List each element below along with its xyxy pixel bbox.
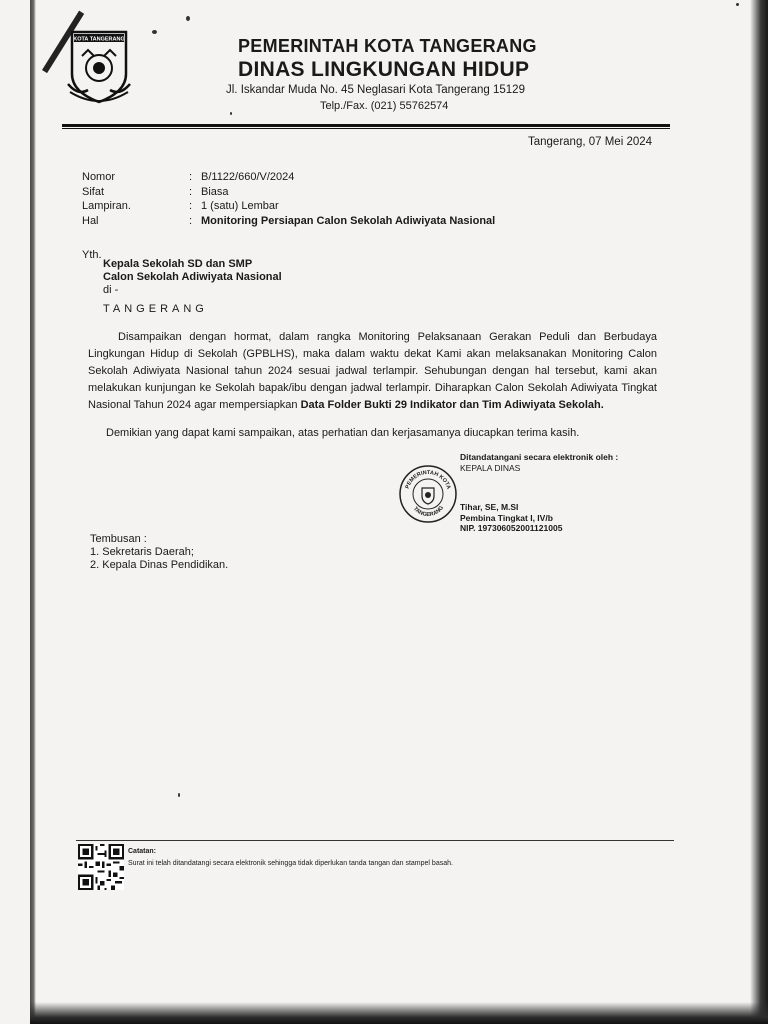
recipient-line: di -: [103, 284, 119, 296]
meta-key: Nomor: [82, 171, 116, 183]
header-rule-thin: [62, 128, 670, 129]
agency-phone: Telp./Fax. (021) 55762574: [320, 100, 449, 112]
scan-speck: [736, 3, 739, 6]
stamp-text-top: PEMERINTAH KOTA: [404, 469, 452, 491]
body-text-bold: Data Folder Bukti 29 Indikator dan Tim Adiwiyata Sekolah.: [300, 399, 604, 411]
header-rule-thick: [62, 124, 670, 127]
tembusan-block: [90, 533, 228, 572]
signer-nip: NIP. 197306052001121005: [460, 523, 563, 533]
logo-text: KOTA TANGERANG: [73, 36, 125, 43]
footer-note: [128, 846, 453, 870]
meta-row-lampiran: Lampiran. : 1 (satu) Lembar: [82, 200, 279, 212]
meta-key: Sifat: [82, 185, 105, 198]
footer-note-text: Surat ini telah ditandatangi secara elektronik sehingga tidak diperlukan tanda tangan dan stampel basah.: [128, 860, 453, 867]
scan-speck: [152, 30, 157, 34]
meta-value: 1 (satu) Lembar: [201, 200, 279, 212]
stamp-text-bottom: TANGERANG: [411, 504, 446, 519]
recipient-block: [103, 258, 282, 316]
footer-note-title: Catatan:: [128, 848, 157, 855]
body-paragraph: [88, 329, 657, 414]
city-logo-emblem: [66, 22, 132, 106]
government-name: PEMERINTAH KOTA TANGERANG: [238, 36, 537, 56]
meta-value: Monitoring Persiapan Calon Sekolah Adiwiyata Nasional: [201, 214, 496, 227]
official-stamp: [398, 464, 458, 524]
tembusan-item: 1. Sekretaris Daerah;: [90, 546, 194, 558]
scan-speck: [186, 16, 190, 21]
svg-text:TANGERANG: [412, 505, 445, 518]
agency-address: Jl. Iskandar Muda No. 45 Neglasari Kota Tangerang 15129: [226, 84, 525, 96]
tembusan-item: 2. Kepala Dinas Pendidikan.: [90, 559, 229, 571]
salutation: Yth.: [82, 249, 102, 261]
footer-rule: [76, 840, 674, 841]
recipient-city: TANGERANG: [103, 303, 208, 315]
scan-speck: [178, 793, 180, 797]
signer-rank: Pembina Tingkat I, IV/b: [460, 512, 553, 523]
meta-row-hal: Hal : Monitoring Persiapan Calon Sekolah Adiwiyata Nasional: [82, 214, 496, 227]
meta-value: B/1122/660/V/2024: [201, 171, 295, 183]
letterhead: [226, 36, 537, 112]
letter-date: Tangerang, 07 Mei 2024: [528, 136, 653, 148]
svg-text:PEMERINTAH KOTA: [405, 470, 452, 490]
signer-details: [460, 502, 562, 534]
e-sign-note: Ditandatangani secara elektronik oleh :: [460, 452, 619, 462]
signature-header: [460, 452, 618, 474]
agency-name: DINAS LINGKUNGAN HIDUP: [238, 58, 530, 81]
meta-key: Lampiran.: [82, 200, 131, 212]
qr-code: [78, 844, 124, 890]
tembusan-heading: Tembusan :: [90, 533, 147, 545]
meta-row-sifat: Sifat : Biasa: [82, 185, 229, 198]
body-text: Disampaikan dengan hormat, dalam rangka Monitoring Pelaksanaan Gerakan Peduli dan Berbudaya Lingkungan Hidup di Sekolah (GPBLHS), maka dalam waktu dekat Kami akan melaksanakan Monitoring Calon Sekolah Adiwiyata Nasional tahun 2024 sesuai jadwal terlampir. Sehubungan dengan hal tersebut, kami akan melakukan kunjungan ke Sekolah bapak/ibu dengan jadwal terlampir. Diharapkan Calon Sekolah Adiwiyata Tingkat Nasional Tahun 2024 agar mempersiapkan: [88, 331, 657, 411]
signer-name: Tihar, SE, M.SI: [460, 502, 519, 512]
meta-key: Hal: [82, 214, 99, 227]
recipient-line: Kepala Sekolah SD dan SMP: [103, 258, 253, 270]
scan-speck: [230, 112, 232, 115]
scan-edge-left: [30, 0, 36, 1024]
scan-edge-bottom: [30, 1002, 768, 1024]
letter-body: [88, 329, 657, 414]
meta-value: Biasa: [201, 185, 229, 198]
letter-meta: [82, 170, 495, 228]
signer-position: KEPALA DINAS: [460, 463, 521, 473]
recipient-line: Calon Sekolah Adiwiyata Nasional: [103, 271, 282, 283]
closing-sentence: Demikian yang dapat kami sampaikan, atas perhatian dan kerjasamanya diucapkan terima kasih.: [106, 427, 580, 439]
meta-row-nomor: Nomor : B/1122/660/V/2024: [82, 171, 295, 183]
scan-edge-right: [750, 0, 768, 1024]
